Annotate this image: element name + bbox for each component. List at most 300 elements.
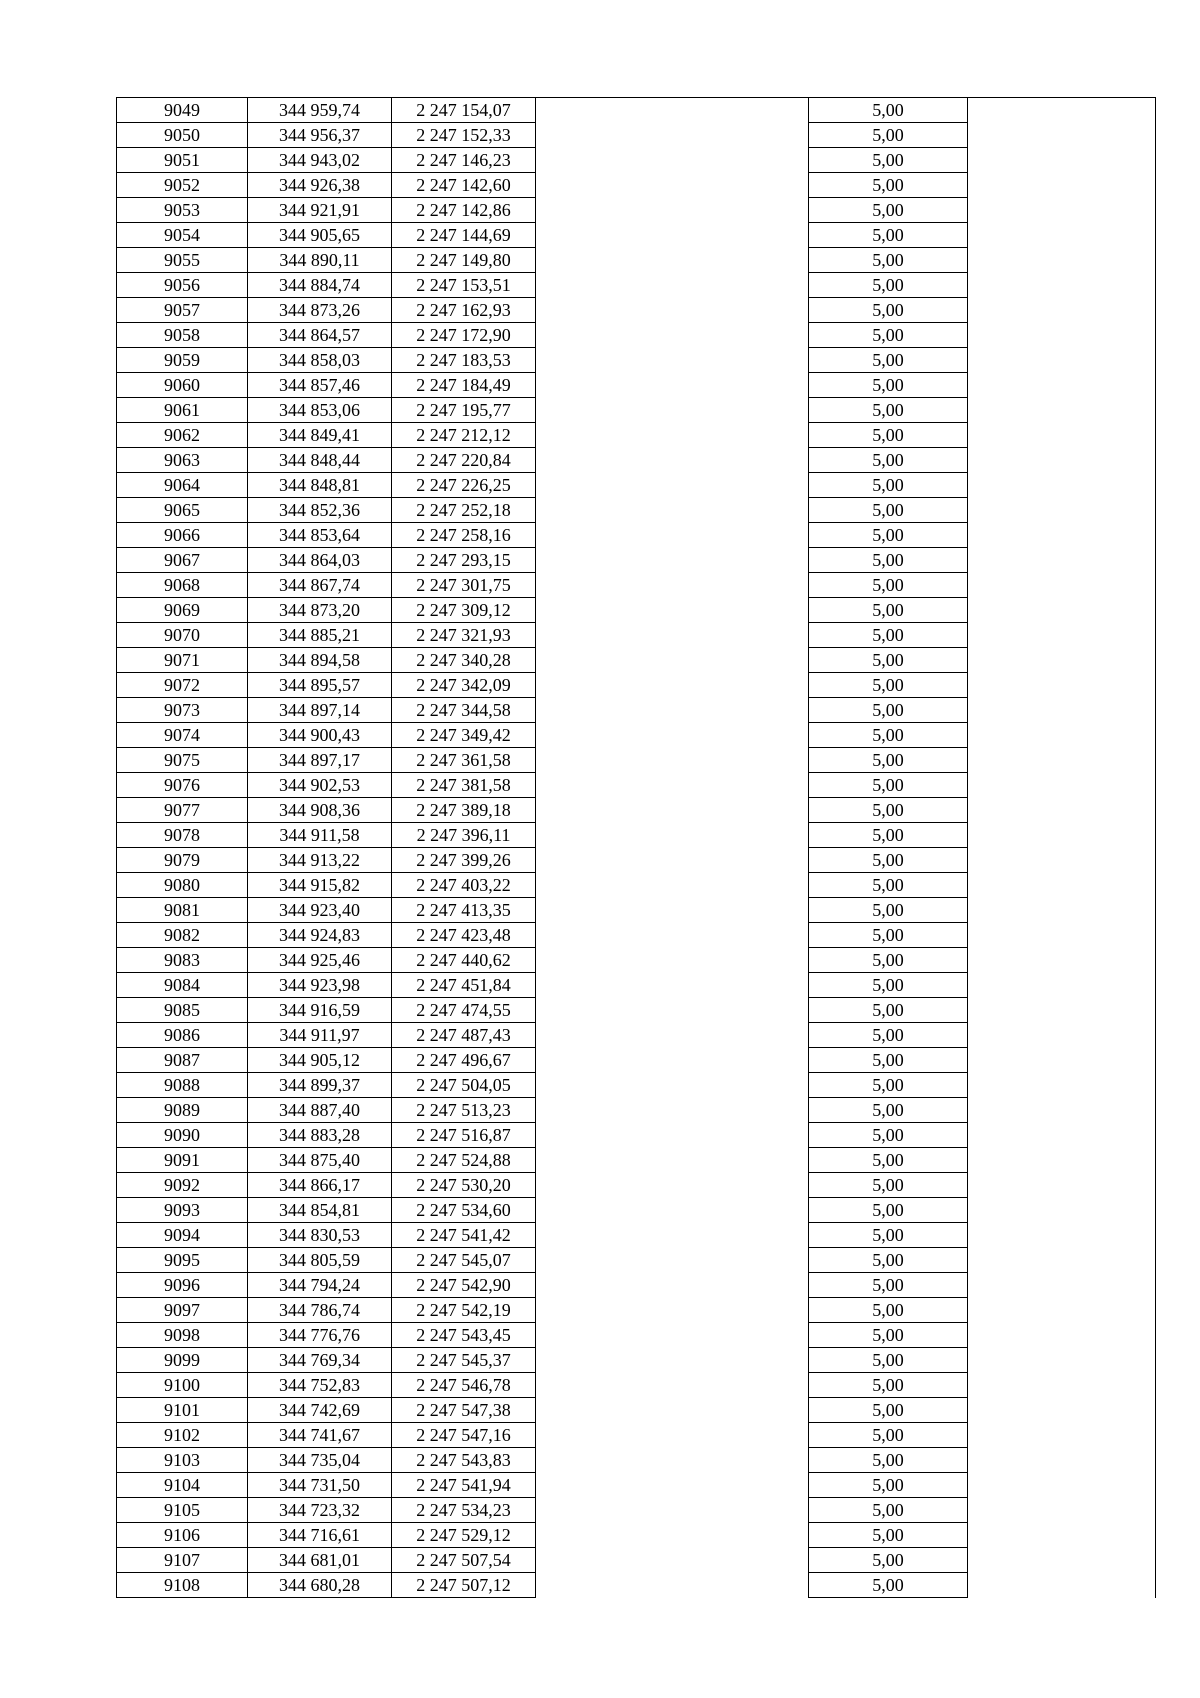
coordinate-y: 2 247 545,37	[392, 1348, 536, 1373]
point-number: 9069	[117, 598, 248, 623]
point-number: 9104	[117, 1473, 248, 1498]
accuracy-value: 5,00	[809, 1298, 968, 1323]
empty-cell	[968, 873, 1156, 898]
point-number: 9066	[117, 523, 248, 548]
empty-cell	[968, 98, 1156, 123]
coordinate-y: 2 247 440,62	[392, 948, 536, 973]
empty-cell	[968, 248, 1156, 273]
accuracy-value: 5,00	[809, 348, 968, 373]
empty-cell	[536, 448, 809, 473]
accuracy-value: 5,00	[809, 1098, 968, 1123]
table-row	[117, 648, 1156, 673]
coordinate-y: 2 247 487,43	[392, 1023, 536, 1048]
accuracy-value: 5,00	[809, 373, 968, 398]
accuracy-value: 5,00	[809, 573, 968, 598]
coordinate-x: 344 864,57	[248, 323, 392, 348]
table-row	[117, 773, 1156, 798]
coordinate-x: 344 741,67	[248, 1423, 392, 1448]
empty-cell	[536, 923, 809, 948]
coordinate-y: 2 247 321,93	[392, 623, 536, 648]
empty-cell	[968, 723, 1156, 748]
accuracy-value: 5,00	[809, 1423, 968, 1448]
empty-cell	[968, 1548, 1156, 1573]
accuracy-value: 5,00	[809, 598, 968, 623]
coordinate-x: 344 716,61	[248, 1523, 392, 1548]
coordinate-y: 2 247 340,28	[392, 648, 536, 673]
coordinate-x: 344 680,28	[248, 1573, 392, 1598]
accuracy-value: 5,00	[809, 923, 968, 948]
empty-cell	[536, 1148, 809, 1173]
table-row	[117, 248, 1156, 273]
table-row	[117, 173, 1156, 198]
empty-cell	[536, 1023, 809, 1048]
accuracy-value: 5,00	[809, 1073, 968, 1098]
accuracy-value: 5,00	[809, 723, 968, 748]
empty-cell	[536, 1073, 809, 1098]
coordinate-x: 344 731,50	[248, 1473, 392, 1498]
point-number: 9090	[117, 1123, 248, 1148]
empty-cell	[536, 723, 809, 748]
table-row	[117, 873, 1156, 898]
table-row	[117, 998, 1156, 1023]
coordinate-y: 2 247 152,33	[392, 123, 536, 148]
point-number: 9067	[117, 548, 248, 573]
empty-cell	[968, 1498, 1156, 1523]
accuracy-value: 5,00	[809, 1198, 968, 1223]
coordinate-y: 2 247 252,18	[392, 498, 536, 523]
empty-cell	[536, 998, 809, 1023]
empty-cell	[536, 848, 809, 873]
accuracy-value: 5,00	[809, 473, 968, 498]
table-row	[117, 98, 1156, 123]
coordinate-x: 344 908,36	[248, 798, 392, 823]
coordinate-x: 344 875,40	[248, 1148, 392, 1173]
table-row	[117, 1423, 1156, 1448]
empty-cell	[536, 348, 809, 373]
empty-cell	[536, 1098, 809, 1123]
coordinate-x: 344 867,74	[248, 573, 392, 598]
empty-cell	[536, 1348, 809, 1373]
empty-cell	[536, 98, 809, 123]
empty-cell	[536, 1198, 809, 1223]
point-number: 9093	[117, 1198, 248, 1223]
point-number: 9082	[117, 923, 248, 948]
empty-cell	[968, 498, 1156, 523]
empty-cell	[968, 1048, 1156, 1073]
accuracy-value: 5,00	[809, 773, 968, 798]
table-row	[117, 823, 1156, 848]
accuracy-value: 5,00	[809, 1123, 968, 1148]
coordinate-y: 2 247 154,07	[392, 98, 536, 123]
coordinate-x: 344 924,83	[248, 923, 392, 948]
accuracy-value: 5,00	[809, 1048, 968, 1073]
table-row	[117, 848, 1156, 873]
table-row	[117, 948, 1156, 973]
coordinate-y: 2 247 547,16	[392, 1423, 536, 1448]
empty-cell	[536, 573, 809, 598]
accuracy-value: 5,00	[809, 673, 968, 698]
empty-cell	[968, 298, 1156, 323]
coordinate-y: 2 247 349,42	[392, 723, 536, 748]
table-row	[117, 1173, 1156, 1198]
point-number: 9049	[117, 98, 248, 123]
empty-cell	[968, 1448, 1156, 1473]
empty-cell	[968, 673, 1156, 698]
table-row	[117, 1448, 1156, 1473]
coordinate-x: 344 853,64	[248, 523, 392, 548]
accuracy-value: 5,00	[809, 423, 968, 448]
accuracy-value: 5,00	[809, 1173, 968, 1198]
accuracy-value: 5,00	[809, 873, 968, 898]
coordinate-y: 2 247 172,90	[392, 323, 536, 348]
coordinate-x: 344 923,98	[248, 973, 392, 998]
point-number: 9107	[117, 1548, 248, 1573]
empty-cell	[536, 748, 809, 773]
empty-cell	[968, 148, 1156, 173]
empty-cell	[968, 1523, 1156, 1548]
table-row	[117, 1298, 1156, 1323]
accuracy-value: 5,00	[809, 173, 968, 198]
empty-cell	[968, 1223, 1156, 1248]
point-number: 9101	[117, 1398, 248, 1423]
empty-cell	[968, 748, 1156, 773]
empty-cell	[968, 1423, 1156, 1448]
table-row	[117, 298, 1156, 323]
empty-cell	[536, 298, 809, 323]
point-number: 9071	[117, 648, 248, 673]
coordinate-y: 2 247 293,15	[392, 548, 536, 573]
empty-cell	[968, 123, 1156, 148]
coordinate-y: 2 247 344,58	[392, 698, 536, 723]
coordinate-x: 344 911,58	[248, 823, 392, 848]
point-number: 9065	[117, 498, 248, 523]
coordinate-x: 344 742,69	[248, 1398, 392, 1423]
accuracy-value: 5,00	[809, 198, 968, 223]
empty-cell	[536, 673, 809, 698]
coordinate-y: 2 247 516,87	[392, 1123, 536, 1148]
empty-cell	[968, 1023, 1156, 1048]
accuracy-value: 5,00	[809, 823, 968, 848]
table-row	[117, 973, 1156, 998]
empty-cell	[536, 398, 809, 423]
empty-cell	[968, 173, 1156, 198]
table-row	[117, 1348, 1156, 1373]
empty-cell	[968, 798, 1156, 823]
coordinate-x: 344 848,81	[248, 473, 392, 498]
accuracy-value: 5,00	[809, 148, 968, 173]
empty-cell	[968, 448, 1156, 473]
point-number: 9051	[117, 148, 248, 173]
point-number: 9078	[117, 823, 248, 848]
coordinate-y: 2 247 301,75	[392, 573, 536, 598]
accuracy-value: 5,00	[809, 1348, 968, 1373]
point-number: 9060	[117, 373, 248, 398]
coordinate-y: 2 247 389,18	[392, 798, 536, 823]
empty-cell	[968, 323, 1156, 348]
coordinate-y: 2 247 513,23	[392, 1098, 536, 1123]
point-number: 9050	[117, 123, 248, 148]
empty-cell	[968, 1123, 1156, 1148]
empty-cell	[968, 1573, 1156, 1598]
empty-cell	[536, 1423, 809, 1448]
empty-cell	[536, 823, 809, 848]
accuracy-value: 5,00	[809, 998, 968, 1023]
coordinate-x: 344 905,65	[248, 223, 392, 248]
coordinate-y: 2 247 546,78	[392, 1373, 536, 1398]
table-row	[117, 1223, 1156, 1248]
table-row	[117, 1398, 1156, 1423]
coordinate-y: 2 247 507,12	[392, 1573, 536, 1598]
coordinate-x: 344 959,74	[248, 98, 392, 123]
coordinate-x: 344 900,43	[248, 723, 392, 748]
empty-cell	[968, 548, 1156, 573]
table-row	[117, 748, 1156, 773]
coordinate-y: 2 247 541,42	[392, 1223, 536, 1248]
empty-cell	[536, 598, 809, 623]
coordinates-table	[116, 97, 1156, 1598]
table-row	[117, 598, 1156, 623]
accuracy-value: 5,00	[809, 1273, 968, 1298]
point-number: 9063	[117, 448, 248, 473]
empty-cell	[536, 248, 809, 273]
table-row	[117, 623, 1156, 648]
coordinate-x: 344 943,02	[248, 148, 392, 173]
coordinate-x: 344 894,58	[248, 648, 392, 673]
table-row	[117, 523, 1156, 548]
accuracy-value: 5,00	[809, 1023, 968, 1048]
accuracy-value: 5,00	[809, 1498, 968, 1523]
empty-cell	[536, 523, 809, 548]
empty-cell	[536, 173, 809, 198]
table-row	[117, 1123, 1156, 1148]
empty-cell	[536, 1273, 809, 1298]
table-row	[117, 448, 1156, 473]
table-row	[117, 148, 1156, 173]
table-row	[117, 1248, 1156, 1273]
accuracy-value: 5,00	[809, 848, 968, 873]
empty-cell	[536, 1398, 809, 1423]
point-number: 9074	[117, 723, 248, 748]
table-row	[117, 1573, 1156, 1598]
point-number: 9053	[117, 198, 248, 223]
empty-cell	[968, 373, 1156, 398]
coordinate-y: 2 247 545,07	[392, 1248, 536, 1273]
empty-cell	[536, 123, 809, 148]
point-number: 9092	[117, 1173, 248, 1198]
point-number: 9056	[117, 273, 248, 298]
coordinate-y: 2 247 530,20	[392, 1173, 536, 1198]
point-number: 9088	[117, 1073, 248, 1098]
coordinate-x: 344 926,38	[248, 173, 392, 198]
coordinate-y: 2 247 258,16	[392, 523, 536, 548]
accuracy-value: 5,00	[809, 973, 968, 998]
coordinate-y: 2 247 403,22	[392, 873, 536, 898]
coordinate-x: 344 873,26	[248, 298, 392, 323]
coordinate-y: 2 247 149,80	[392, 248, 536, 273]
point-number: 9094	[117, 1223, 248, 1248]
empty-cell	[536, 973, 809, 998]
accuracy-value: 5,00	[809, 748, 968, 773]
coordinate-y: 2 247 507,54	[392, 1548, 536, 1573]
empty-cell	[536, 498, 809, 523]
accuracy-value: 5,00	[809, 648, 968, 673]
accuracy-value: 5,00	[809, 523, 968, 548]
empty-cell	[968, 573, 1156, 598]
table-row	[117, 923, 1156, 948]
coordinate-x: 344 776,76	[248, 1323, 392, 1348]
point-number: 9086	[117, 1023, 248, 1048]
accuracy-value: 5,00	[809, 948, 968, 973]
empty-cell	[968, 1273, 1156, 1298]
coordinate-y: 2 247 309,12	[392, 598, 536, 623]
table-row	[117, 473, 1156, 498]
coordinate-x: 344 723,32	[248, 1498, 392, 1523]
empty-cell	[536, 548, 809, 573]
coordinate-y: 2 247 474,55	[392, 998, 536, 1023]
coordinate-y: 2 247 542,90	[392, 1273, 536, 1298]
accuracy-value: 5,00	[809, 98, 968, 123]
table-row	[117, 1473, 1156, 1498]
coordinate-x: 344 911,97	[248, 1023, 392, 1048]
accuracy-value: 5,00	[809, 223, 968, 248]
empty-cell	[536, 648, 809, 673]
table-row	[117, 323, 1156, 348]
point-number: 9089	[117, 1098, 248, 1123]
coordinate-x: 344 769,34	[248, 1348, 392, 1373]
accuracy-value: 5,00	[809, 1373, 968, 1398]
empty-cell	[536, 773, 809, 798]
empty-cell	[968, 1348, 1156, 1373]
coordinate-x: 344 866,17	[248, 1173, 392, 1198]
empty-cell	[536, 698, 809, 723]
empty-cell	[536, 1473, 809, 1498]
coordinate-y: 2 247 342,09	[392, 673, 536, 698]
empty-cell	[536, 1448, 809, 1473]
coordinate-x: 344 902,53	[248, 773, 392, 798]
coordinate-y: 2 247 534,23	[392, 1498, 536, 1523]
empty-cell	[968, 998, 1156, 1023]
point-number: 9081	[117, 898, 248, 923]
coordinate-y: 2 247 183,53	[392, 348, 536, 373]
empty-cell	[968, 348, 1156, 373]
empty-cell	[968, 473, 1156, 498]
point-number: 9068	[117, 573, 248, 598]
table-row	[117, 1148, 1156, 1173]
empty-cell	[968, 1073, 1156, 1098]
point-number: 9108	[117, 1573, 248, 1598]
accuracy-value: 5,00	[809, 123, 968, 148]
empty-cell	[536, 1573, 809, 1598]
coordinate-y: 2 247 142,60	[392, 173, 536, 198]
empty-cell	[536, 873, 809, 898]
empty-cell	[536, 423, 809, 448]
empty-cell	[968, 223, 1156, 248]
coordinate-x: 344 913,22	[248, 848, 392, 873]
point-number: 9097	[117, 1298, 248, 1323]
empty-cell	[536, 1373, 809, 1398]
empty-cell	[968, 1198, 1156, 1223]
point-number: 9085	[117, 998, 248, 1023]
point-number: 9058	[117, 323, 248, 348]
coordinate-y: 2 247 534,60	[392, 1198, 536, 1223]
empty-cell	[536, 1173, 809, 1198]
coordinate-y: 2 247 524,88	[392, 1148, 536, 1173]
point-number: 9080	[117, 873, 248, 898]
point-number: 9072	[117, 673, 248, 698]
empty-cell	[968, 1248, 1156, 1273]
coordinate-x: 344 923,40	[248, 898, 392, 923]
coordinate-y: 2 247 226,25	[392, 473, 536, 498]
empty-cell	[536, 148, 809, 173]
point-number: 9096	[117, 1273, 248, 1298]
empty-cell	[536, 948, 809, 973]
accuracy-value: 5,00	[809, 248, 968, 273]
point-number: 9057	[117, 298, 248, 323]
coordinate-x: 344 916,59	[248, 998, 392, 1023]
coordinate-x: 344 905,12	[248, 1048, 392, 1073]
empty-cell	[536, 1048, 809, 1073]
table-row	[117, 798, 1156, 823]
coordinate-x: 344 852,36	[248, 498, 392, 523]
point-number: 9103	[117, 1448, 248, 1473]
coordinate-x: 344 848,44	[248, 448, 392, 473]
point-number: 9099	[117, 1348, 248, 1373]
accuracy-value: 5,00	[809, 448, 968, 473]
coordinate-x: 344 897,17	[248, 748, 392, 773]
coordinate-y: 2 247 361,58	[392, 748, 536, 773]
point-number: 9105	[117, 1498, 248, 1523]
point-number: 9076	[117, 773, 248, 798]
coordinate-y: 2 247 142,86	[392, 198, 536, 223]
point-number: 9084	[117, 973, 248, 998]
accuracy-value: 5,00	[809, 498, 968, 523]
table-row	[117, 198, 1156, 223]
coordinate-y: 2 247 153,51	[392, 273, 536, 298]
coordinate-y: 2 247 399,26	[392, 848, 536, 873]
accuracy-value: 5,00	[809, 1548, 968, 1573]
table-row	[117, 498, 1156, 523]
empty-cell	[968, 648, 1156, 673]
coordinate-x: 344 885,21	[248, 623, 392, 648]
empty-cell	[968, 1473, 1156, 1498]
coordinate-x: 344 857,46	[248, 373, 392, 398]
point-number: 9054	[117, 223, 248, 248]
table-row	[117, 673, 1156, 698]
point-number: 9052	[117, 173, 248, 198]
coordinate-y: 2 247 451,84	[392, 973, 536, 998]
empty-cell	[968, 698, 1156, 723]
coordinate-y: 2 247 381,58	[392, 773, 536, 798]
accuracy-value: 5,00	[809, 623, 968, 648]
empty-cell	[968, 948, 1156, 973]
coordinate-y: 2 247 547,38	[392, 1398, 536, 1423]
coordinate-x: 344 794,24	[248, 1273, 392, 1298]
empty-cell	[968, 1323, 1156, 1348]
empty-cell	[968, 848, 1156, 873]
point-number: 9091	[117, 1148, 248, 1173]
empty-cell	[536, 1298, 809, 1323]
table-row	[117, 1498, 1156, 1523]
coordinate-x: 344 895,57	[248, 673, 392, 698]
coordinate-x: 344 830,53	[248, 1223, 392, 1248]
coordinate-x: 344 864,03	[248, 548, 392, 573]
table-row	[117, 348, 1156, 373]
table-row	[117, 123, 1156, 148]
empty-cell	[536, 323, 809, 348]
empty-cell	[968, 1098, 1156, 1123]
empty-cell	[968, 523, 1156, 548]
accuracy-value: 5,00	[809, 1398, 968, 1423]
